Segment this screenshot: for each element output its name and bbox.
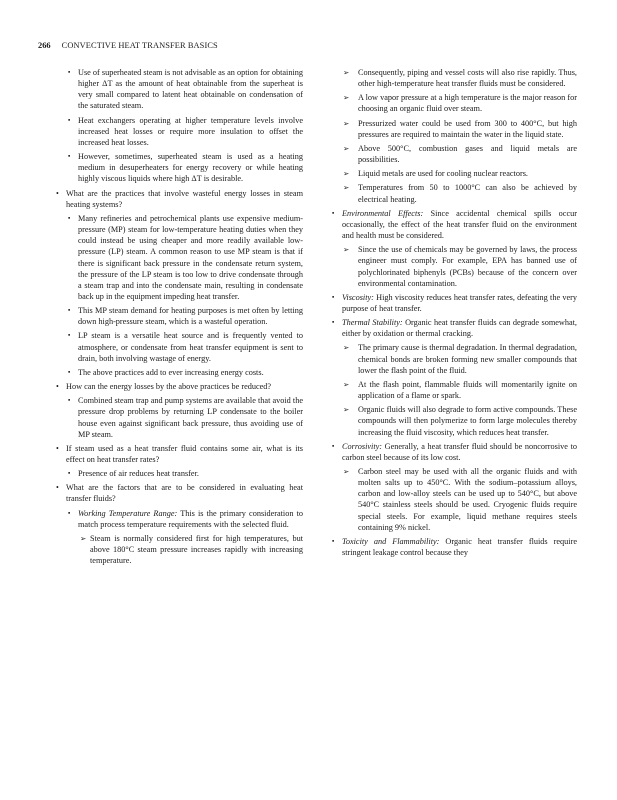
- arrow-bullet-icon: ➢: [343, 68, 350, 77]
- item-text: Generally, a heat transfer fluid should be noncorrosive to carbon steel because of its low cost.: [342, 441, 577, 462]
- item-text: Carbon steel may be used with all the organic fluids and with molten salts up to 450°C. With the sodium–potassium alloys, carbon and low-alloy steels can be used up to 540°C, but above 540°C stainless steels should be used. Cryogenic fluids require special steels. For example, liquid methane requires steels containing 9% nickel.: [358, 467, 577, 532]
- list-item: [56, 188, 303, 210]
- list-item: [332, 342, 577, 375]
- bullet-icon: •: [56, 443, 59, 453]
- page-number: 266: [38, 41, 51, 50]
- item-text: Organic heat transfer fluids require stringent leakage control because they: [342, 536, 577, 558]
- arrow-bullet-icon: ➢: [343, 183, 350, 193]
- list-item: [332, 441, 577, 463]
- list-item: [56, 395, 303, 440]
- item-text: If steam used as a heat transfer fluid contains some air, what is its effect on heat transfer rates?: [66, 443, 303, 464]
- list-item: [332, 182, 577, 204]
- arrow-bullet-icon: ➢: [343, 245, 350, 255]
- running-title: CONVECTIVE HEAT TRANSFER BASICS: [61, 41, 218, 50]
- arrow-bullet-icon: ➢: [343, 93, 350, 103]
- item-text: Organic fluids will also degrade to form active compounds. These compounds will then polymerize to form large molecules thereby increasing the fluid viscosity, which reduces heat transfer.: [358, 405, 577, 437]
- square-bullet-icon: ▪: [68, 470, 71, 478]
- item-label: Corrosivity:: [342, 441, 383, 451]
- arrow-bullet-icon: ➢: [343, 343, 350, 353]
- list-item: [332, 92, 577, 114]
- list-item: [332, 244, 577, 289]
- item-label: Toxicity and Flammability:: [342, 536, 440, 546]
- item-text: At the flash point, flammable fluids will momentarily ignite on application of a flame or spark.: [358, 379, 577, 401]
- item-text: How can the energy losses by the above practices be reduced?: [66, 382, 272, 392]
- bullet-icon: •: [56, 382, 59, 392]
- item-text: Consequently, piping and vessel costs will also rise rapidly. Thus, other high-temperature heat transfer fluids must be considered.: [358, 68, 577, 89]
- list-item: [56, 381, 303, 392]
- item-text: Use of superheated steam is not advisable as an option for obtaining higher ΔT as the amount of heat obtainable from the superheat is very small compared to latent heat obtainable on condensation of the saturated steam.: [78, 68, 303, 111]
- square-bullet-icon: ▪: [332, 537, 335, 545]
- arrow-bullet-icon: ➢: [343, 405, 350, 415]
- list-item: [332, 379, 577, 401]
- right-column: [332, 67, 577, 561]
- list-item: [332, 208, 577, 241]
- item-label: Viscosity:: [342, 292, 374, 302]
- item-text: What are the practices that involve wasteful energy losses in steam heating systems?: [66, 188, 303, 209]
- list-item: [332, 118, 577, 140]
- arrow-bullet-icon: ➢: [80, 533, 87, 543]
- item-text: Presence of air reduces heat transfer.: [78, 469, 199, 479]
- square-bullet-icon: ▪: [332, 293, 335, 301]
- list-item: [56, 115, 303, 148]
- list-item: [56, 482, 303, 504]
- square-bullet-icon: ▪: [68, 69, 71, 76]
- list-item: [56, 367, 303, 378]
- item-text: What are the factors that are to be considered in evaluating heat transfer fluids?: [66, 483, 303, 504]
- running-header: [38, 41, 218, 50]
- arrow-bullet-icon: ➢: [343, 169, 350, 179]
- list-item: [56, 533, 303, 566]
- item-label: Working Temperature Range:: [78, 508, 178, 518]
- square-bullet-icon: ▪: [332, 209, 335, 217]
- item-text: Pressurized water could be used from 300 to 400°C, but high pressures are required to maintain the water in the liquid state.: [358, 118, 577, 139]
- item-text: Heat exchangers operating at higher temperature levels involve increased heat losses or require more insulation to offset the increased heat losses.: [78, 115, 303, 147]
- square-bullet-icon: ▪: [68, 368, 71, 376]
- bullet-icon: •: [56, 483, 59, 493]
- list-item: [332, 466, 577, 533]
- square-bullet-icon: ▪: [68, 214, 71, 222]
- item-text: This MP steam demand for heating purposes is met often by letting down high-pressure steam, which is a wasteful operation.: [78, 306, 303, 327]
- square-bullet-icon: ▪: [332, 442, 335, 450]
- list-item: [56, 67, 303, 112]
- square-bullet-icon: ▪: [68, 153, 71, 161]
- square-bullet-icon: ▪: [68, 397, 71, 405]
- list-item: [56, 213, 303, 302]
- list-item: [332, 143, 577, 165]
- left-column: [56, 67, 303, 569]
- list-item: [56, 508, 303, 530]
- list-item: [56, 468, 303, 479]
- list-item: [56, 443, 303, 465]
- item-text: Temperatures from 50 to 1000°C can also be achieved by electrical heating.: [358, 183, 577, 204]
- list-item: [56, 330, 303, 363]
- square-bullet-icon: ▪: [68, 509, 71, 517]
- square-bullet-icon: ▪: [68, 116, 71, 124]
- list-item: [332, 67, 577, 89]
- item-text: Since accidental chemical spills occur occasionally, the effect of the heat transfer fluid on the environment and health must be considered.: [342, 208, 577, 241]
- list-item: [332, 536, 577, 558]
- item-text: Steam is normally considered first for high temperatures, but above 180°C steam pressure increases rapidly with increasing temperature.: [90, 533, 303, 566]
- item-text: High viscosity reduces heat transfer rates, defeating the very purpose of heat transfer.: [342, 292, 577, 313]
- square-bullet-icon: ▪: [332, 319, 335, 327]
- item-text: However, sometimes, superheated steam is used as a heating medium in desuperheaters for energy recovery or while heating highly viscous liquids where high ΔT is desirable.: [78, 152, 303, 184]
- item-text: Above 500°C, combustion gases and liquid metals are possibilities.: [358, 143, 577, 165]
- list-item: [332, 404, 577, 437]
- item-text: Since the use of chemicals may be governed by laws, the process engineer must comply. For example, EPA has banned use of polychlorinated biphenyls (PCBs) because of the concern over environmental contamination.: [358, 245, 577, 288]
- item-label: Environmental Effects:: [342, 208, 424, 218]
- list-item: [56, 305, 303, 327]
- item-text: This is the primary consideration to match process temperature requirements with the selected fluid.: [78, 508, 303, 529]
- list-item: [332, 317, 577, 339]
- list-item: [332, 168, 577, 179]
- item-text: A low vapor pressure at a high temperature is the major reason for choosing an organic fluid over steam.: [358, 93, 577, 114]
- item-text: The above practices add to ever increasing energy costs.: [78, 367, 264, 377]
- list-item: [332, 292, 577, 314]
- arrow-bullet-icon: ➢: [343, 118, 350, 128]
- list-item: [56, 151, 303, 184]
- item-label: Thermal Stability:: [342, 318, 403, 328]
- item-text: Organic heat transfer fluids can degrade somewhat, either by oxidation or thermal cracking.: [342, 318, 577, 339]
- arrow-bullet-icon: ➢: [343, 143, 350, 153]
- arrow-bullet-icon: ➢: [343, 467, 350, 476]
- square-bullet-icon: ▪: [68, 307, 71, 315]
- square-bullet-icon: ▪: [68, 332, 71, 340]
- item-text: Liquid metals are used for cooling nuclear reactors.: [358, 169, 528, 179]
- arrow-bullet-icon: ➢: [343, 379, 350, 389]
- item-text: The primary cause is thermal degradation. In thermal degradation, chemical bonds are broken forming new smaller compounds that lower the flash point of the fluid.: [358, 343, 577, 375]
- item-text: Combined steam trap and pump systems are available that avoid the pressure drop problems by returning LP condensate to the boiler house even against significant back pressure, thus avoiding use of MP steam.: [78, 396, 303, 439]
- item-text: Many refineries and petrochemical plants use expensive medium-pressure (MP) steam for low-temperature heating duties when they could instead be using cheaper and more readily available low-pressure (LP) steam. A common reason to use MP steam is that if there is significant back pressure in the condensate return system, the pressure of the LP steam is too low to drive condensate through a steam trap and into the condensate main, resulting in condensate back up in the equipment impeding heat transfer.: [78, 213, 303, 301]
- item-text: LP steam is a versatile heat source and is frequently vented to atmosphere, or condensate from heat transfer equipment is sent to drain, both involving wastage of energy.: [78, 331, 303, 363]
- bullet-icon: •: [56, 188, 59, 198]
